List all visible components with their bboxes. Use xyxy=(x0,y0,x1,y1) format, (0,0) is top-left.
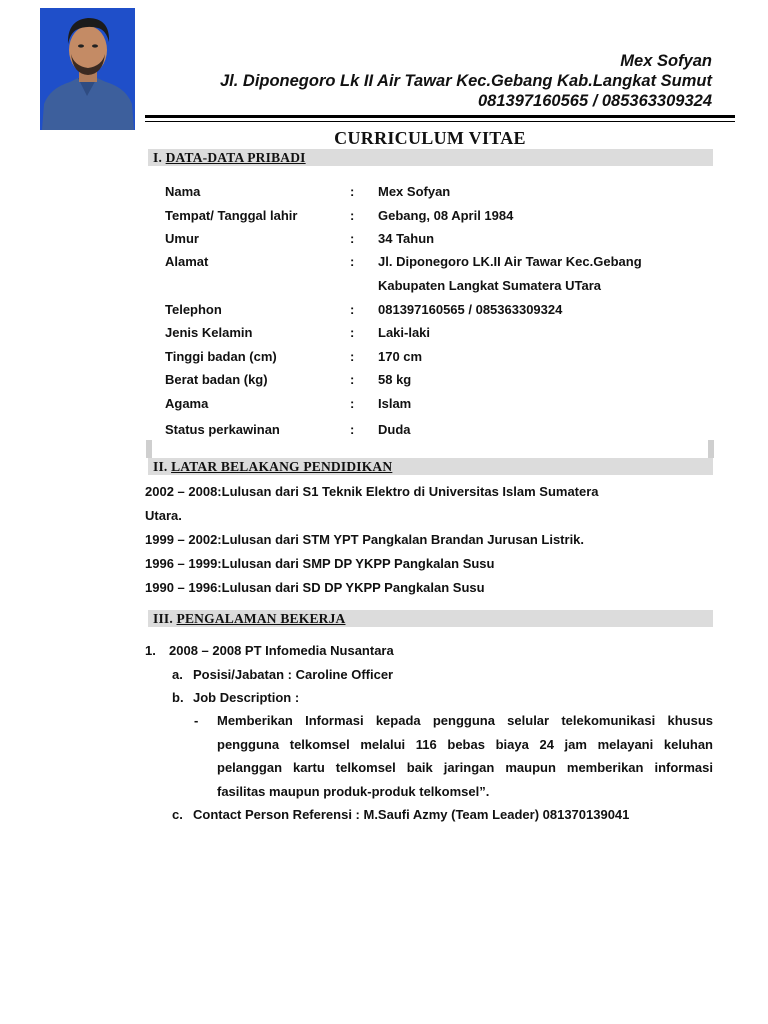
header-name: Mex Sofyan xyxy=(620,52,712,70)
section-work-header xyxy=(148,610,713,627)
personal-field-value-continued: Kabupaten Langkat Sumatera UTara xyxy=(378,278,601,293)
section-personal-header xyxy=(148,149,713,166)
personal-field-label: Status perkawinan xyxy=(165,422,280,437)
personal-field-value: 58 kg xyxy=(378,372,412,387)
personal-field-value: Jl. Diponegoro LK.II Air Tawar Kec.Gebang xyxy=(378,254,642,269)
job-item-marker: a. xyxy=(172,667,183,682)
personal-field-value: Gebang, 08 April 1984 xyxy=(378,208,514,223)
personal-field-colon: : xyxy=(350,184,355,199)
person-portrait-icon xyxy=(40,8,135,130)
personal-field-label: Nama xyxy=(165,184,201,199)
personal-field-colon: : xyxy=(350,396,355,411)
personal-field-colon: : xyxy=(350,349,355,364)
personal-field-value: Laki-laki xyxy=(378,325,431,340)
personal-field-colon: : xyxy=(350,208,355,223)
personal-field-value: Duda xyxy=(378,422,411,437)
header-divider-thin xyxy=(145,121,735,122)
education-item: Utara. xyxy=(145,508,182,523)
section-personal-title xyxy=(153,149,306,166)
personal-field-label: Agama xyxy=(165,396,209,411)
section-number: III. xyxy=(153,611,173,626)
personal-field-colon: : xyxy=(350,325,355,340)
personal-field-label: Telephon xyxy=(165,302,222,317)
education-item: 2002 – 2008:Lulusan dari S1 Teknik Elektro di Universitas Islam Sumatera xyxy=(145,484,599,499)
education-item: 1990 – 1996:Lulusan dari SD DP YKPP Pangkalan Susu xyxy=(145,580,485,595)
personal-field-colon: : xyxy=(350,372,355,387)
personal-field-label: Berat badan (kg) xyxy=(165,372,268,387)
section-number: I. xyxy=(153,150,163,165)
header-divider-thick xyxy=(145,115,735,118)
job-position: Posisi/Jabatan : Caroline Officer xyxy=(193,667,394,682)
education-item: 1999 – 2002:Lulusan dari STM YPT Pangkalan Brandan Jurusan Listrik. xyxy=(145,532,585,547)
personal-field-value: 081397160565 / 085363309324 xyxy=(378,302,563,317)
personal-field-value: Mex Sofyan xyxy=(378,184,451,199)
section-work-title xyxy=(153,610,346,627)
job-item-marker: c. xyxy=(172,807,183,822)
section-education-header xyxy=(148,458,713,475)
job-index: 1. xyxy=(145,643,156,658)
section-title-text: PENGALAMAN BEKERJA xyxy=(176,611,346,626)
job-item-marker: b. xyxy=(172,690,184,705)
job-description-label: Job Description : xyxy=(193,690,300,705)
profile-photo xyxy=(40,8,135,130)
bullet-dash: - xyxy=(194,713,199,728)
page-title: CURRICULUM VITAE xyxy=(334,128,526,148)
personal-field-label: Umur xyxy=(165,231,199,246)
personal-field-label: Tempat/ Tanggal lahir xyxy=(165,208,298,223)
personal-field-colon: : xyxy=(350,422,355,437)
personal-field-value: 170 cm xyxy=(378,349,423,364)
header-address: Jl. Diponegoro Lk II Air Tawar Kec.Gebang Kab.Langkat Sumut xyxy=(219,72,712,90)
section-title-text: LATAR BELAKANG PENDIDIKAN xyxy=(171,459,393,474)
education-item: 1996 – 1999:Lulusan dari SMP DP YKPP Pangkalan Susu xyxy=(145,556,495,571)
job-contact-reference: Contact Person Referensi : M.Saufi Azmy (Team Leader) 081370139041 xyxy=(193,807,630,822)
section-education-title xyxy=(153,458,392,475)
personal-field-label: Alamat xyxy=(165,254,209,269)
personal-field-label: Jenis Kelamin xyxy=(165,325,253,340)
personal-field-value: 34 Tahun xyxy=(378,231,435,246)
section-number: II. xyxy=(153,459,168,474)
personal-field-colon: : xyxy=(350,231,355,246)
section-border-left xyxy=(146,440,152,458)
personal-field-colon: : xyxy=(350,254,355,269)
personal-field-label: Tinggi badan (cm) xyxy=(165,349,277,364)
personal-field-value: Islam xyxy=(378,396,412,411)
section-border-right xyxy=(708,440,714,458)
section-title-text: DATA-DATA PRIBADI xyxy=(165,150,306,165)
job-description-text: Memberikan Informasi kepada pengguna selular telekomunikasi khusus pengguna telkomsel melalui 116 bebas biaya 24 jam melayani keluhan pelanggan kartu telkomsel baik jaringan maupun memberikan informasi fasilitas maupun produk-produk telkomsel”. xyxy=(217,713,713,799)
header-phone: 081397160565 / 085363309324 xyxy=(478,92,712,110)
job-heading: 2008 – 2008 PT Infomedia Nusantara xyxy=(169,643,394,658)
personal-field-colon: : xyxy=(350,302,355,317)
